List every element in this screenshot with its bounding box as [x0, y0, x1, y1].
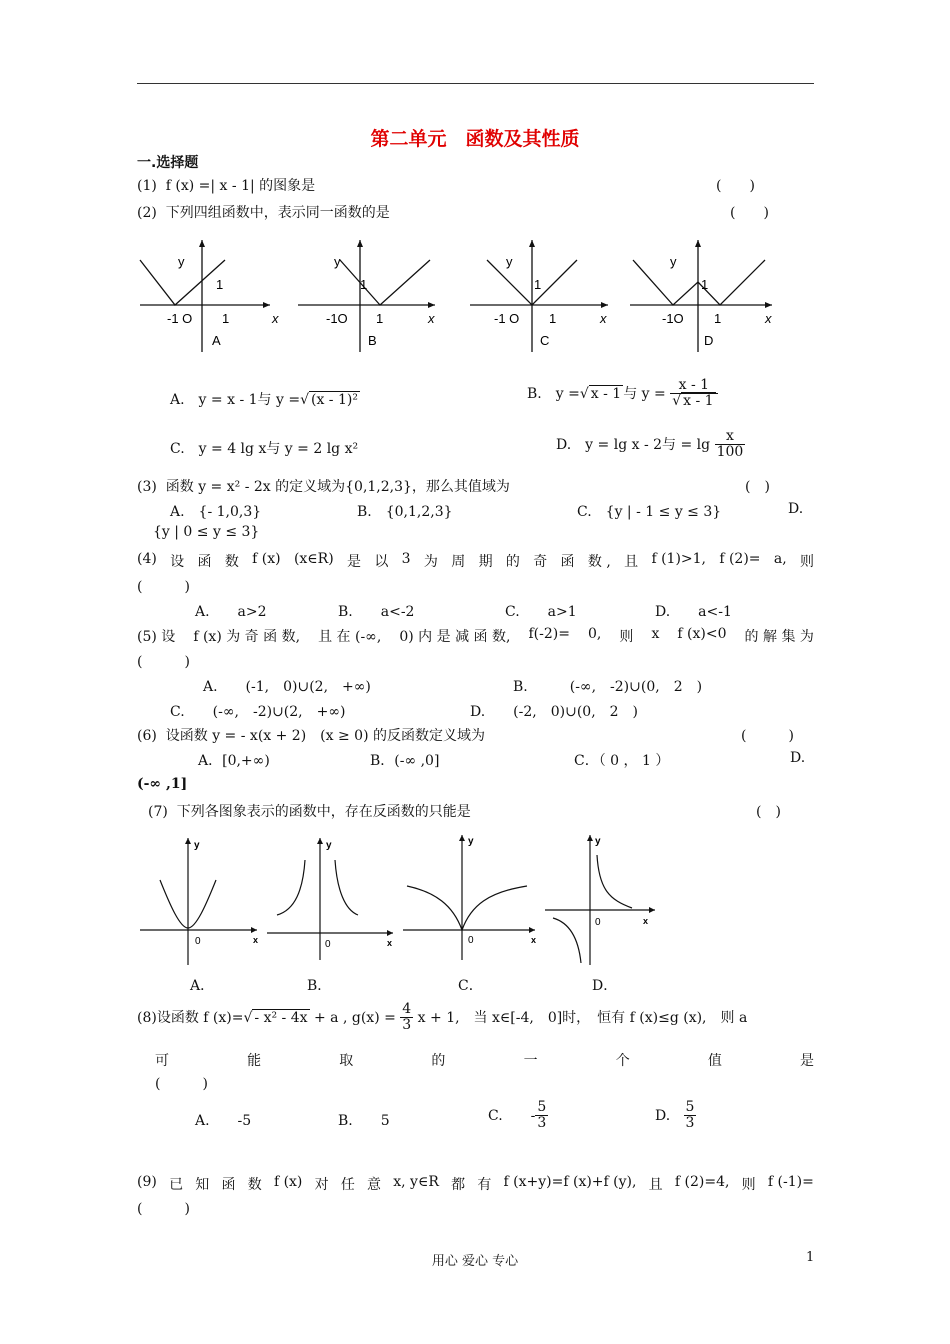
q7-label-d: D．	[592, 978, 618, 994]
graph-d-ticks: -1O	[662, 311, 684, 326]
q5-option-c: C. (-∞, -2)∪(2, +∞)	[170, 704, 346, 720]
graph-c-y-label: y	[506, 254, 513, 269]
q7-label-b: B．	[307, 978, 332, 994]
q4-option-a: A. a>2	[195, 604, 267, 620]
q4-option-c: C. a>1	[505, 604, 577, 620]
q8-option-c: C. - $\frac{5}{3}$	[488, 1099, 547, 1132]
graph-b-letter: B	[368, 333, 377, 348]
graph-b-x-label: x	[428, 311, 435, 326]
graph-c-ticks: -1 O	[494, 311, 520, 326]
graph-a	[140, 240, 279, 352]
q4-answer-paren: ( )	[137, 579, 190, 595]
q8-line2: 可 能 取 的 一 个 值 是	[155, 1053, 814, 1069]
graph-b-one: 1	[360, 277, 368, 292]
q8-line: (8)设函数 f (x)=√ - x² - 4x + a , g(x) = $\frac{4}{3}$ x + 1, 当 x∈[-4, 0]时， 恒有 f (x)≤g (x), 则 a	[137, 1001, 748, 1034]
graph-a-x-label: x	[272, 311, 279, 326]
q3-option-c: C. {y | - 1 ≤ y ≤ 3}	[577, 504, 722, 520]
q1-line: (1) f (x) =| x - 1| 的图象是	[137, 178, 316, 194]
graph-d-x-label: x	[765, 311, 772, 326]
q6-line: (6) 设函数 y = - x(x + 2) (x ≥ 0) 的反函数定义域为	[137, 728, 485, 744]
q7-line: (7) 下列各图象表示的函数中，存在反函数的只能是	[148, 804, 471, 820]
graph-d-tick1: 1	[714, 311, 722, 326]
graph-b-ticks: -1O	[326, 311, 348, 326]
q7-c-y: y	[468, 836, 474, 847]
q2-line: (2) 下列四组函数中，表示同一函数的是	[137, 205, 390, 221]
q7-b-y: y	[326, 840, 332, 851]
q3-option-a: A. {- 1,0,3}	[170, 504, 262, 520]
q8-option-d: D. $\frac{5}{3}$	[655, 1099, 695, 1132]
graph-d-one: 1	[701, 277, 709, 292]
q4-line: (4) 设 函 数 f (x) (x∈R) 是 以 3 为 周 期 的 奇 函 数 , 且 f (1)>1, f (2)= a, 则	[137, 551, 814, 570]
q9-answer-paren: ( )	[137, 1201, 190, 1217]
q7-b-x: x	[387, 938, 393, 948]
q3-option-d-cont: {y | 0 ≤ y ≤ 3}	[153, 524, 260, 540]
q6-option-c: C．（ 0 ， 1 ）	[574, 753, 670, 769]
graph-c-x-label: x	[600, 311, 607, 326]
q2-option-b: B. y =√ x - 1 与 y = $\frac{x - 1}{√ x - 1}$	[527, 378, 718, 410]
graph-d-letter: D	[704, 333, 714, 348]
q7-d-origin: 0	[595, 917, 601, 928]
q7-d-y: y	[595, 836, 601, 847]
graph-c-one: 1	[534, 277, 542, 292]
q7-label-c: C．	[458, 978, 483, 994]
q9-line: (9) 已 知 函 数 f (x) 对 任 意 x, y∈R 都 有 f (x+y)=f (x)+f (y), 且 f (2)=4, 则 f (-1)=	[137, 1174, 814, 1193]
q7-c-x: x	[531, 935, 537, 945]
graph-d-y-label: y	[670, 254, 677, 269]
q6-option-a: A．[0,+∞)	[198, 753, 270, 769]
header-rule	[137, 83, 814, 84]
graph-c	[470, 240, 608, 352]
footer-text: 用心 爱心 专心	[431, 1254, 519, 1269]
q6-option-d: D.	[790, 750, 806, 766]
q7-b-origin: 0	[325, 939, 331, 950]
graph-b-tick1: 1	[376, 311, 384, 326]
q3-answer-paren: ( )	[745, 479, 770, 495]
q1-answer-paren: ( )	[716, 178, 755, 194]
q6-answer-paren: ( )	[741, 728, 794, 744]
q7-graph-a	[140, 838, 258, 965]
q4-option-d: D. a<-1	[655, 604, 732, 620]
graph-c-letter: C	[540, 333, 550, 348]
q3-line: (3) 函数 y = x² - 2x 的定义域为{0,1,2,3}，那么其值域为	[137, 479, 510, 495]
q8-answer-paren: ( )	[155, 1076, 208, 1092]
q7-graph-d	[545, 835, 655, 965]
graph-c-tick1: 1	[549, 311, 557, 326]
q5-answer-paren: ( )	[137, 654, 190, 670]
q2-option-a: A. y = x - 1与 y =√ (x - 1)²	[170, 392, 358, 408]
q7-a-y: y	[194, 840, 200, 851]
q4-option-b: B. a<-2	[338, 604, 415, 620]
q7-graph-b	[267, 838, 393, 960]
q8-option-a: A. -5	[195, 1113, 252, 1129]
q8-option-b: B. 5	[338, 1113, 390, 1129]
q2-option-c: C. y = 4 lg x与 y = 2 lg x²	[170, 441, 359, 457]
q7-a-x: x	[253, 935, 259, 945]
page-number: 1	[806, 1250, 815, 1265]
q7-graphs	[135, 830, 660, 970]
q7-graph-c	[403, 835, 536, 960]
q5-option-d: D. (-2, 0)∪(0, 2 )	[470, 704, 639, 720]
page-title: 第二单元 函数及其性质	[370, 128, 580, 150]
graph-a-one: 1	[216, 277, 224, 292]
q3-option-d: D.	[788, 501, 804, 517]
q7-answer-paren: ( )	[756, 804, 781, 820]
q6-option-d-cont: (-∞ ,1]	[137, 776, 188, 792]
q5-option-a: A. (-1, 0)∪(2, +∞)	[203, 679, 371, 695]
graph-a-y-label: y	[178, 254, 185, 269]
q7-label-a: A．	[190, 978, 215, 994]
q2-answer-paren: ( )	[730, 205, 769, 221]
section-heading: 一.选择题	[137, 155, 199, 171]
graph-d	[630, 240, 772, 352]
q2-graphs	[130, 232, 790, 357]
graph-a-letter: A	[212, 333, 221, 348]
q5-line: (5) 设 f (x) 为 奇 函 数, 且 在 (-∞, 0) 内 是 减 函 数, f(-2)= 0, 则 x f (x)<0 的 解 集 为	[137, 626, 814, 645]
q2-option-d: D. y = lg x - 2与 = lg $\frac{x}{100}$	[556, 428, 744, 461]
q7-c-origin: 0	[468, 935, 474, 946]
q7-d-x: x	[643, 916, 649, 926]
graph-a-tick1: 1	[222, 311, 230, 326]
q6-option-b: B．(-∞ ,0]	[370, 753, 440, 769]
graph-b	[298, 240, 435, 352]
q7-a-origin: 0	[195, 936, 201, 947]
q3-option-b: B. {0,1,2,3}	[357, 504, 453, 520]
graph-b-y-label: y	[334, 254, 341, 269]
q5-option-b: B. (-∞, -2)∪(0, 2 )	[513, 679, 703, 695]
graph-a-ticks: -1 O	[167, 311, 193, 326]
